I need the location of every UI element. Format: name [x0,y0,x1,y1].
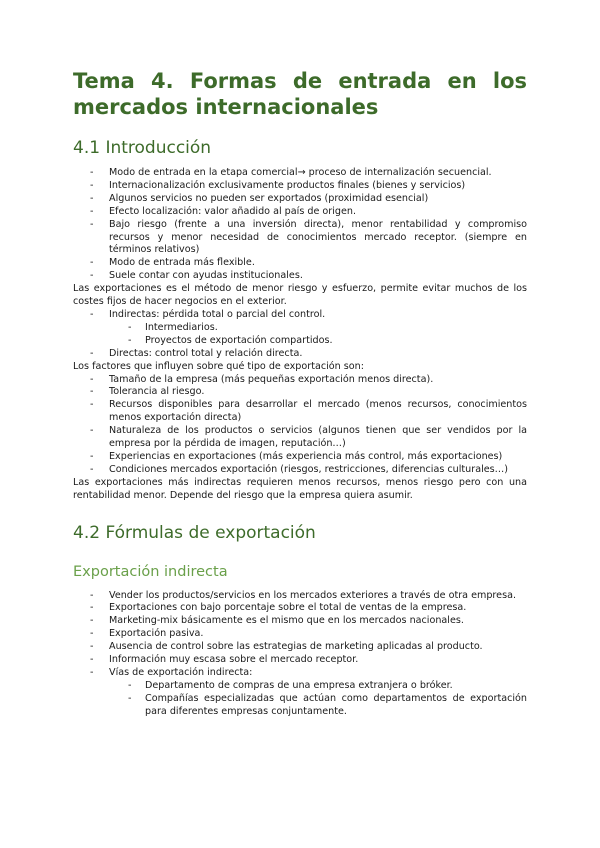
document-body [73,68,527,719]
list-item: - Vías de exportación indirecta: [73,667,527,680]
list-item: - Directas: control total y relación directa. [73,348,527,361]
list-item: - Naturaleza de los productos o servicios (algunos tienen que ser vendidos por la empresa por la pérdida de imagen, reputación…) [73,425,527,451]
list-item: - Información muy escasa sobre el mercado receptor. [73,654,527,667]
paragraph: Las exportaciones más indirectas requieren menos recursos, menos riesgo pero con una rentabilidad menor. Depende del riesgo que la empresa quiera asumir. [73,476,527,501]
paragraph: Las exportaciones es el método de menor riesgo y esfuerzo, permite evitar muchos de los costes fijos de hacer negocios en el exterior. [73,283,527,308]
list-item: - Modo de entrada más flexible. [73,257,527,270]
list-item: - Exportación pasiva. [73,628,527,641]
list-item: - Tamaño de la empresa (más pequeñas exportación menos directa). [73,374,527,387]
list-item: - Vender los productos/servicios en los mercados exteriores a través de otra empresa. [73,590,527,603]
section-heading-introduccion: 4.1 Introducción [73,138,212,158]
list-item: - Ausencia de control sobre las estrategias de marketing aplicadas al producto. [73,641,527,654]
list-item: - Efecto localización: valor añadido al país de origen. [73,206,527,219]
indirect-export-list [73,590,527,719]
list-item: - Marketing-mix básicamente es el mismo que en los mercados nacionales. [73,615,527,628]
list-item: - Condiciones mercados exportación (riesgos, restricciones, diferencias culturales…) [73,464,527,477]
list-item: - Experiencias en exportaciones (más experiencia más control, más exportaciones) [73,451,527,464]
sub-list-item: - Proyectos de exportación compartidos. [73,335,527,348]
intro-bullet-list [73,167,527,283]
list-item: - Tolerancia al riesgo. [73,386,527,399]
list-item: - Recursos disponibles para desarrollar el mercado (menos recursos, conocimientos menos exportación directa) [73,399,527,425]
sub-list-item: - Departamento de compras de una empresa extranjera o bróker. [73,680,527,693]
sub-list-item: - Compañías especializadas que actúan como departamentos de exportación para diferentes empresas conjuntamente. [73,693,527,719]
list-item: - Bajo riesgo (frente a una inversión directa), menor rentabilidad y compromiso recursos y menor necesidad de conocimientos mercado receptor. (siempre en términos relativos) [73,219,527,258]
factors-list [73,374,527,477]
paragraph: Los factores que influyen sobre qué tipo de exportación son: [73,360,364,372]
list-item: - Suele contar con ayudas institucionales. [73,270,527,283]
export-types-list [73,309,527,361]
list-item: - Internacionalización exclusivamente productos finales (bienes y servicios) [73,180,527,193]
list-item: - Exportaciones con bajo porcentaje sobre el total de ventas de la empresa. [73,602,527,615]
subsection-heading-indirecta: Exportación indirecta [73,563,228,580]
sub-list-item: - Intermediarios. [73,322,527,335]
section-heading-formulas: 4.2 Fórmulas de exportación [73,522,316,543]
document-title: Tema 4. Formas de entrada en los mercados internacionales [73,69,527,119]
list-item: - Indirectas: pérdida total o parcial del control. [73,309,527,322]
list-item: - Modo de entrada en la etapa comercial→ proceso de internalización secuencial. [73,167,527,180]
list-item: - Algunos servicios no pueden ser exportados (proximidad esencial) [73,193,527,206]
